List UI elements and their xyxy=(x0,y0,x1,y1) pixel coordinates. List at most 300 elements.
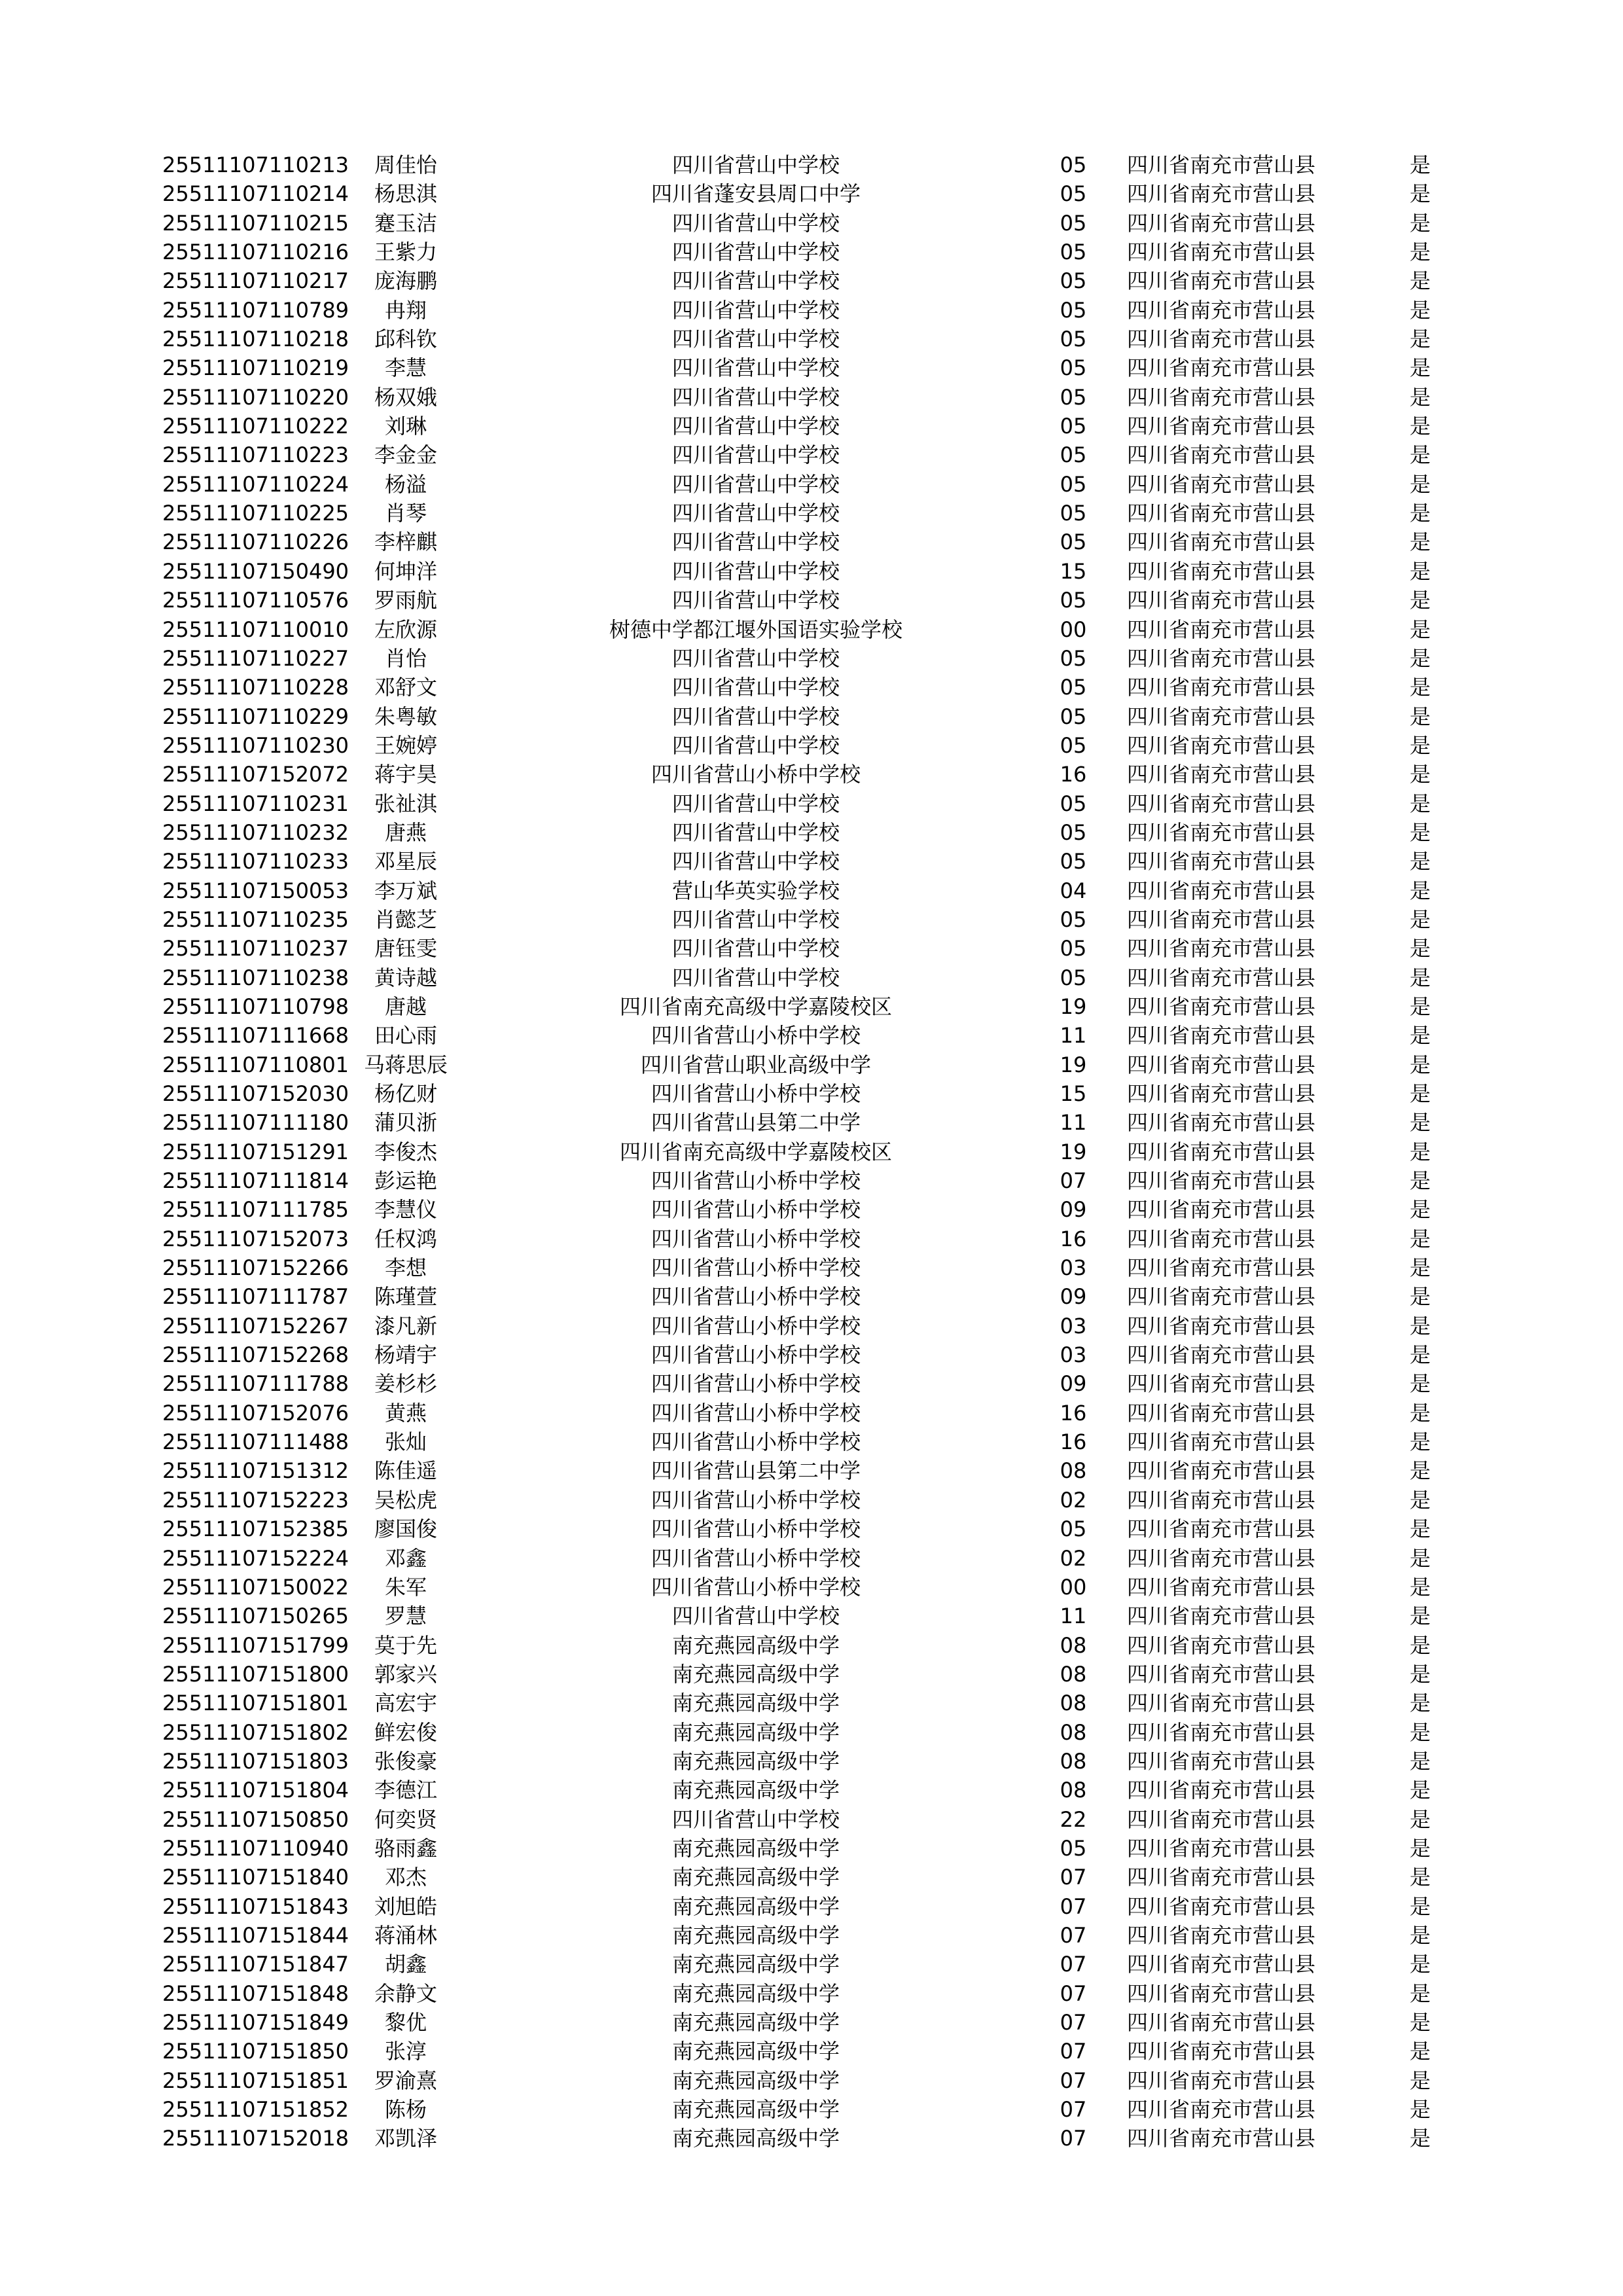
student-name: 罗雨航 xyxy=(374,588,437,613)
region: 四川省南充市营山县 xyxy=(1127,1139,1316,1164)
student-id: 25511107110229 xyxy=(162,704,349,729)
school-name: 四川省营山小桥中学校 xyxy=(651,1545,861,1571)
region: 四川省南充市营山县 xyxy=(1127,1458,1316,1484)
eligible-flag: 是 xyxy=(1409,1226,1431,1251)
region: 四川省南充市营山县 xyxy=(1127,1922,1316,1948)
eligible-flag: 是 xyxy=(1409,1632,1431,1658)
region: 四川省南充市营山县 xyxy=(1127,1197,1316,1223)
school-name: 南充燕园高级中学 xyxy=(671,1835,840,1861)
school-name: 四川省营山中学校 xyxy=(671,240,840,265)
school-name: 四川省营山中学校 xyxy=(671,791,840,816)
school-name: 四川省营山小桥中学校 xyxy=(651,1574,861,1600)
student-name: 邓鑫 xyxy=(384,1545,427,1571)
category-code: 05 xyxy=(1060,965,1087,990)
school-name: 营山华英实验学校 xyxy=(671,878,840,903)
category-code: 05 xyxy=(1060,645,1087,671)
student-id: 25511107111785 xyxy=(162,1197,349,1223)
student-name: 邓星辰 xyxy=(374,849,437,874)
school-name: 四川省营山小桥中学校 xyxy=(651,1429,861,1455)
category-code: 05 xyxy=(1060,675,1087,700)
school-name: 南充燕园高级中学 xyxy=(671,1981,840,2006)
student-id: 25511107152030 xyxy=(162,1081,349,1106)
table-row xyxy=(0,1253,1623,1282)
region: 四川省南充市营山县 xyxy=(1127,1748,1316,1774)
region: 四川省南充市营山县 xyxy=(1127,471,1316,497)
school-name: 四川省营山小桥中学校 xyxy=(651,1342,861,1368)
region: 四川省南充市营山县 xyxy=(1127,994,1316,1019)
table-row xyxy=(0,1950,1623,1979)
region: 四川省南充市营山县 xyxy=(1127,1516,1316,1542)
table-row xyxy=(0,1138,1623,1166)
student-name: 李德江 xyxy=(374,1778,437,1803)
student-name: 蒋涌林 xyxy=(374,1922,437,1948)
table-row xyxy=(0,1369,1623,1398)
region: 四川省南充市营山县 xyxy=(1127,529,1316,555)
student-name: 张祉淇 xyxy=(374,791,437,816)
eligible-flag: 是 xyxy=(1409,1778,1431,1803)
student-id: 25511107110231 xyxy=(162,791,349,816)
student-name: 朱军 xyxy=(384,1574,427,1600)
table-row xyxy=(0,238,1623,266)
region: 四川省南充市营山县 xyxy=(1127,1806,1316,1832)
school-name: 南充燕园高级中学 xyxy=(671,1632,840,1658)
eligible-flag: 是 xyxy=(1409,2039,1431,2064)
region: 四川省南充市营山县 xyxy=(1127,501,1316,526)
student-id: 25511107111814 xyxy=(162,1168,349,1194)
student-list-table xyxy=(0,151,1623,2153)
region: 四川省南充市营山县 xyxy=(1127,1632,1316,1658)
eligible-flag: 是 xyxy=(1409,1023,1431,1049)
student-name: 邓舒文 xyxy=(374,675,437,700)
region: 四川省南充市营山县 xyxy=(1127,181,1316,207)
category-code: 15 xyxy=(1060,558,1087,584)
region: 四川省南充市营山县 xyxy=(1127,965,1316,990)
student-name: 张灿 xyxy=(384,1429,427,1455)
region: 四川省南充市营山县 xyxy=(1127,1545,1316,1571)
school-name: 南充燕园高级中学 xyxy=(671,2010,840,2035)
student-id: 25511107152267 xyxy=(162,1313,349,1338)
student-name: 陈瑾萱 xyxy=(374,1284,437,1310)
region: 四川省南充市营山县 xyxy=(1127,414,1316,439)
student-id: 25511107110235 xyxy=(162,906,349,932)
student-id: 25511107152266 xyxy=(162,1255,349,1281)
category-code: 02 xyxy=(1060,1487,1087,1513)
eligible-flag: 是 xyxy=(1409,1487,1431,1513)
category-code: 05 xyxy=(1060,181,1087,207)
school-name: 四川省营山职业高级中学 xyxy=(640,1052,871,1077)
region: 四川省南充市营山县 xyxy=(1127,1661,1316,1687)
school-name: 南充燕园高级中学 xyxy=(671,1952,840,1977)
category-code: 11 xyxy=(1060,1604,1087,1629)
category-code: 05 xyxy=(1060,529,1087,555)
category-code: 05 xyxy=(1060,849,1087,874)
student-name: 唐越 xyxy=(384,994,427,1019)
student-name: 杨靖宇 xyxy=(374,1342,437,1368)
table-row xyxy=(0,1340,1623,1369)
student-id: 25511107152076 xyxy=(162,1400,349,1426)
region: 四川省南充市营山县 xyxy=(1127,1110,1316,1136)
category-code: 05 xyxy=(1060,1835,1087,1861)
region: 四川省南充市营山县 xyxy=(1127,1313,1316,1338)
table-row xyxy=(0,702,1623,731)
student-name: 王紫力 xyxy=(374,240,437,265)
student-id: 25511107110215 xyxy=(162,210,349,236)
student-id: 25511107110940 xyxy=(162,1835,349,1861)
school-name: 南充燕园高级中学 xyxy=(671,1691,840,1716)
category-code: 15 xyxy=(1060,1081,1087,1106)
eligible-flag: 是 xyxy=(1409,1371,1431,1397)
eligible-flag: 是 xyxy=(1409,2068,1431,2093)
eligible-flag: 是 xyxy=(1409,732,1431,758)
school-name: 四川省蓬安县周口中学 xyxy=(651,181,861,207)
category-code: 16 xyxy=(1060,762,1087,787)
region: 四川省南充市营山县 xyxy=(1127,1023,1316,1049)
table-row xyxy=(0,1660,1623,1689)
student-id: 25511107110226 xyxy=(162,529,349,555)
eligible-flag: 是 xyxy=(1409,1139,1431,1164)
region: 四川省南充市营山县 xyxy=(1127,1952,1316,1977)
table-row xyxy=(0,383,1623,412)
student-name: 杨思淇 xyxy=(374,181,437,207)
student-name: 莫于先 xyxy=(374,1632,437,1658)
region: 四川省南充市营山县 xyxy=(1127,2126,1316,2151)
student-id: 25511107110010 xyxy=(162,617,349,642)
region: 四川省南充市营山县 xyxy=(1127,1342,1316,1368)
table-row xyxy=(0,1225,1623,1253)
eligible-flag: 是 xyxy=(1409,1052,1431,1077)
school-name: 南充燕园高级中学 xyxy=(671,2039,840,2064)
student-name: 李俊杰 xyxy=(374,1139,437,1164)
eligible-flag: 是 xyxy=(1409,268,1431,294)
category-code: 07 xyxy=(1060,2068,1087,2093)
region: 四川省南充市营山县 xyxy=(1127,1168,1316,1194)
student-id: 25511107110217 xyxy=(162,268,349,294)
student-name: 肖琴 xyxy=(384,501,427,526)
category-code: 08 xyxy=(1060,1719,1087,1745)
category-code: 05 xyxy=(1060,588,1087,613)
table-row xyxy=(0,1805,1623,1834)
category-code: 05 xyxy=(1060,355,1087,381)
eligible-flag: 是 xyxy=(1409,1429,1431,1455)
student-id: 25511107111787 xyxy=(162,1284,349,1310)
table-row xyxy=(0,1399,1623,1427)
eligible-flag: 是 xyxy=(1409,1865,1431,1890)
student-id: 25511107151840 xyxy=(162,1865,349,1890)
table-row xyxy=(0,470,1623,499)
student-id: 25511107110218 xyxy=(162,327,349,352)
student-id: 25511107151849 xyxy=(162,2010,349,2035)
student-name: 胡鑫 xyxy=(384,1952,427,1977)
eligible-flag: 是 xyxy=(1409,994,1431,1019)
student-name: 李万斌 xyxy=(374,878,437,903)
region: 四川省南充市营山县 xyxy=(1127,2097,1316,2123)
school-name: 南充燕园高级中学 xyxy=(671,1748,840,1774)
category-code: 00 xyxy=(1060,1574,1087,1600)
table-row xyxy=(0,412,1623,440)
table-row xyxy=(0,1747,1623,1776)
school-name: 南充燕园高级中学 xyxy=(671,1778,840,1803)
school-name: 南充燕园高级中学 xyxy=(671,2097,840,2123)
region: 四川省南充市营山县 xyxy=(1127,1604,1316,1629)
student-name: 黎优 xyxy=(384,2010,427,2035)
student-name: 唐钰雯 xyxy=(374,936,437,961)
student-name: 何奕贤 xyxy=(374,1806,437,1832)
student-id: 25511107111488 xyxy=(162,1429,349,1455)
student-name: 刘旭皓 xyxy=(374,1893,437,1919)
category-code: 03 xyxy=(1060,1255,1087,1281)
student-id: 25511107151312 xyxy=(162,1458,349,1484)
table-row xyxy=(0,1427,1623,1456)
table-row xyxy=(0,1282,1623,1311)
student-name: 杨亿财 xyxy=(374,1081,437,1106)
student-id: 25511107151804 xyxy=(162,1778,349,1803)
student-id: 25511107110220 xyxy=(162,384,349,410)
school-name: 四川省营山小桥中学校 xyxy=(651,1284,861,1310)
eligible-flag: 是 xyxy=(1409,1893,1431,1919)
table-row xyxy=(0,1166,1623,1195)
student-id: 25511107151291 xyxy=(162,1139,349,1164)
student-id: 25511107151799 xyxy=(162,1632,349,1658)
category-code: 07 xyxy=(1060,1981,1087,2006)
table-row xyxy=(0,1979,1623,2008)
eligible-flag: 是 xyxy=(1409,1604,1431,1629)
table-row xyxy=(0,644,1623,673)
student-id: 25511107110223 xyxy=(162,442,349,468)
region: 四川省南充市营山县 xyxy=(1127,1778,1316,1803)
student-name: 邓杰 xyxy=(384,1865,427,1890)
student-name: 罗渝熹 xyxy=(374,2068,437,2093)
student-id: 25511107152268 xyxy=(162,1342,349,1368)
eligible-flag: 是 xyxy=(1409,240,1431,265)
region: 四川省南充市营山县 xyxy=(1127,355,1316,381)
student-name: 李金金 xyxy=(374,442,437,468)
eligible-flag: 是 xyxy=(1409,906,1431,932)
student-id: 25511107151844 xyxy=(162,1922,349,1948)
school-name: 树德中学都江堰外国语实验学校 xyxy=(609,617,902,642)
student-name: 李慧仪 xyxy=(374,1197,437,1223)
school-name: 四川省营山中学校 xyxy=(671,906,840,932)
school-name: 四川省营山小桥中学校 xyxy=(651,1081,861,1106)
student-name: 唐燕 xyxy=(384,819,427,845)
table-row xyxy=(0,1515,1623,1543)
table-row xyxy=(0,1776,1623,1804)
eligible-flag: 是 xyxy=(1409,704,1431,729)
category-code: 07 xyxy=(1060,2097,1087,2123)
student-name: 田心雨 xyxy=(374,1023,437,1049)
school-name: 四川省营山中学校 xyxy=(671,529,840,555)
eligible-flag: 是 xyxy=(1409,1719,1431,1745)
school-name: 四川省南充高级中学嘉陵校区 xyxy=(619,994,892,1019)
eligible-flag: 是 xyxy=(1409,355,1431,381)
student-name: 肖懿芝 xyxy=(374,906,437,932)
eligible-flag: 是 xyxy=(1409,1458,1431,1484)
student-id: 25511107152223 xyxy=(162,1487,349,1513)
category-code: 05 xyxy=(1060,732,1087,758)
region: 四川省南充市营山县 xyxy=(1127,1255,1316,1281)
student-id: 25511107110232 xyxy=(162,819,349,845)
student-name: 左欣源 xyxy=(374,617,437,642)
category-code: 07 xyxy=(1060,2039,1087,2064)
school-name: 四川省营山小桥中学校 xyxy=(651,1313,861,1338)
student-id: 25511107152385 xyxy=(162,1516,349,1542)
table-row xyxy=(0,557,1623,586)
student-id: 25511107111668 xyxy=(162,1023,349,1049)
table-row xyxy=(0,615,1623,644)
student-name: 蒲贝浙 xyxy=(374,1110,437,1136)
table-row xyxy=(0,2124,1623,2153)
student-name: 李慧 xyxy=(384,355,427,381)
table-row xyxy=(0,1544,1623,1573)
region: 四川省南充市营山县 xyxy=(1127,1371,1316,1397)
student-id: 25511107110233 xyxy=(162,849,349,874)
eligible-flag: 是 xyxy=(1409,2097,1431,2123)
student-id: 25511107110214 xyxy=(162,181,349,207)
table-row xyxy=(0,2095,1623,2124)
region: 四川省南充市营山县 xyxy=(1127,2068,1316,2093)
school-name: 四川省营山中学校 xyxy=(671,965,840,990)
student-id: 25511107110216 xyxy=(162,240,349,265)
student-id: 25511107151847 xyxy=(162,1952,349,1977)
table-row xyxy=(0,760,1623,789)
student-name: 肖怡 xyxy=(384,645,427,671)
school-name: 南充燕园高级中学 xyxy=(671,2126,840,2151)
student-name: 庞海鹏 xyxy=(374,268,437,294)
category-code: 04 xyxy=(1060,878,1087,903)
student-name: 马蒋思辰 xyxy=(363,1052,448,1077)
table-row xyxy=(0,209,1623,238)
table-row xyxy=(0,2066,1623,2095)
student-name: 陈佳遥 xyxy=(374,1458,437,1484)
student-id: 25511107152072 xyxy=(162,762,349,787)
student-name: 黄诗越 xyxy=(374,965,437,990)
student-id: 25511107111180 xyxy=(162,1110,349,1136)
table-row xyxy=(0,789,1623,818)
category-code: 05 xyxy=(1060,906,1087,932)
student-name: 廖国俊 xyxy=(374,1516,437,1542)
category-code: 02 xyxy=(1060,1545,1087,1571)
student-id: 25511107151800 xyxy=(162,1661,349,1687)
eligible-flag: 是 xyxy=(1409,588,1431,613)
student-id: 25511107151801 xyxy=(162,1691,349,1716)
student-name: 周佳怡 xyxy=(374,152,437,177)
table-row xyxy=(0,179,1623,208)
student-name: 李梓麒 xyxy=(374,529,437,555)
student-id: 25511107110219 xyxy=(162,355,349,381)
student-id: 25511107150490 xyxy=(162,558,349,584)
school-name: 四川省营山县第二中学 xyxy=(651,1110,861,1136)
school-name: 四川省营山中学校 xyxy=(671,704,840,729)
eligible-flag: 是 xyxy=(1409,1748,1431,1774)
school-name: 四川省营山中学校 xyxy=(671,152,840,177)
school-name: 四川省营山小桥中学校 xyxy=(651,1487,861,1513)
student-id: 25511107152224 xyxy=(162,1545,349,1571)
eligible-flag: 是 xyxy=(1409,849,1431,874)
category-code: 08 xyxy=(1060,1632,1087,1658)
school-name: 南充燕园高级中学 xyxy=(671,1865,840,1890)
student-name: 李想 xyxy=(384,1255,427,1281)
student-name: 郭家兴 xyxy=(374,1661,437,1687)
table-row xyxy=(0,1834,1623,1863)
eligible-flag: 是 xyxy=(1409,210,1431,236)
region: 四川省南充市营山县 xyxy=(1127,2010,1316,2035)
student-id: 25511107151850 xyxy=(162,2039,349,2064)
eligible-flag: 是 xyxy=(1409,936,1431,961)
student-id: 25511107110798 xyxy=(162,994,349,1019)
region: 四川省南充市营山县 xyxy=(1127,1865,1316,1890)
category-code: 19 xyxy=(1060,1052,1087,1077)
school-name: 四川省营山小桥中学校 xyxy=(651,1255,861,1281)
table-row xyxy=(0,1573,1623,1602)
student-name: 蹇玉洁 xyxy=(374,210,437,236)
category-code: 08 xyxy=(1060,1748,1087,1774)
table-row xyxy=(0,1486,1623,1515)
region: 四川省南充市营山县 xyxy=(1127,240,1316,265)
table-row xyxy=(0,818,1623,847)
student-id: 25511107150022 xyxy=(162,1574,349,1600)
eligible-flag: 是 xyxy=(1409,762,1431,787)
region: 四川省南充市营山县 xyxy=(1127,1081,1316,1106)
table-row xyxy=(0,440,1623,469)
school-name: 四川省营山小桥中学校 xyxy=(651,1516,861,1542)
region: 四川省南充市营山县 xyxy=(1127,1400,1316,1426)
school-name: 四川省营山中学校 xyxy=(671,471,840,497)
region: 四川省南充市营山县 xyxy=(1127,1981,1316,2006)
region: 四川省南充市营山县 xyxy=(1127,1226,1316,1251)
school-name: 四川省营山小桥中学校 xyxy=(651,1371,861,1397)
category-code: 08 xyxy=(1060,1691,1087,1716)
region: 四川省南充市营山县 xyxy=(1127,617,1316,642)
region: 四川省南充市营山县 xyxy=(1127,442,1316,468)
table-row xyxy=(0,1456,1623,1485)
eligible-flag: 是 xyxy=(1409,1400,1431,1426)
student-name: 蒋宇昊 xyxy=(374,762,437,787)
school-name: 南充燕园高级中学 xyxy=(671,1661,840,1687)
school-name: 四川省营山中学校 xyxy=(671,588,840,613)
school-name: 南充燕园高级中学 xyxy=(671,1893,840,1919)
region: 四川省南充市营山县 xyxy=(1127,1893,1316,1919)
school-name: 四川省营山中学校 xyxy=(671,268,840,294)
category-code: 11 xyxy=(1060,1023,1087,1049)
school-name: 四川省营山中学校 xyxy=(671,558,840,584)
table-row xyxy=(0,499,1623,528)
table-row xyxy=(0,1718,1623,1747)
category-code: 05 xyxy=(1060,240,1087,265)
table-row xyxy=(0,528,1623,556)
category-code: 05 xyxy=(1060,936,1087,961)
category-code: 05 xyxy=(1060,471,1087,497)
eligible-flag: 是 xyxy=(1409,2010,1431,2035)
table-row xyxy=(0,1631,1623,1660)
category-code: 05 xyxy=(1060,501,1087,526)
student-name: 朱粤敏 xyxy=(374,704,437,729)
region: 四川省南充市营山县 xyxy=(1127,1284,1316,1310)
eligible-flag: 是 xyxy=(1409,414,1431,439)
student-id: 25511107151852 xyxy=(162,2097,349,2123)
student-id: 25511107110801 xyxy=(162,1052,349,1077)
table-row xyxy=(0,1079,1623,1108)
student-name: 张俊豪 xyxy=(374,1748,437,1774)
category-code: 07 xyxy=(1060,1922,1087,1948)
category-code: 07 xyxy=(1060,2010,1087,2035)
student-name: 骆雨鑫 xyxy=(374,1835,437,1861)
table-row xyxy=(0,1602,1623,1630)
table-row xyxy=(0,673,1623,702)
school-name: 南充燕园高级中学 xyxy=(671,1922,840,1948)
eligible-flag: 是 xyxy=(1409,617,1431,642)
student-name: 姜杉杉 xyxy=(374,1371,437,1397)
category-code: 19 xyxy=(1060,1139,1087,1164)
eligible-flag: 是 xyxy=(1409,1835,1431,1861)
